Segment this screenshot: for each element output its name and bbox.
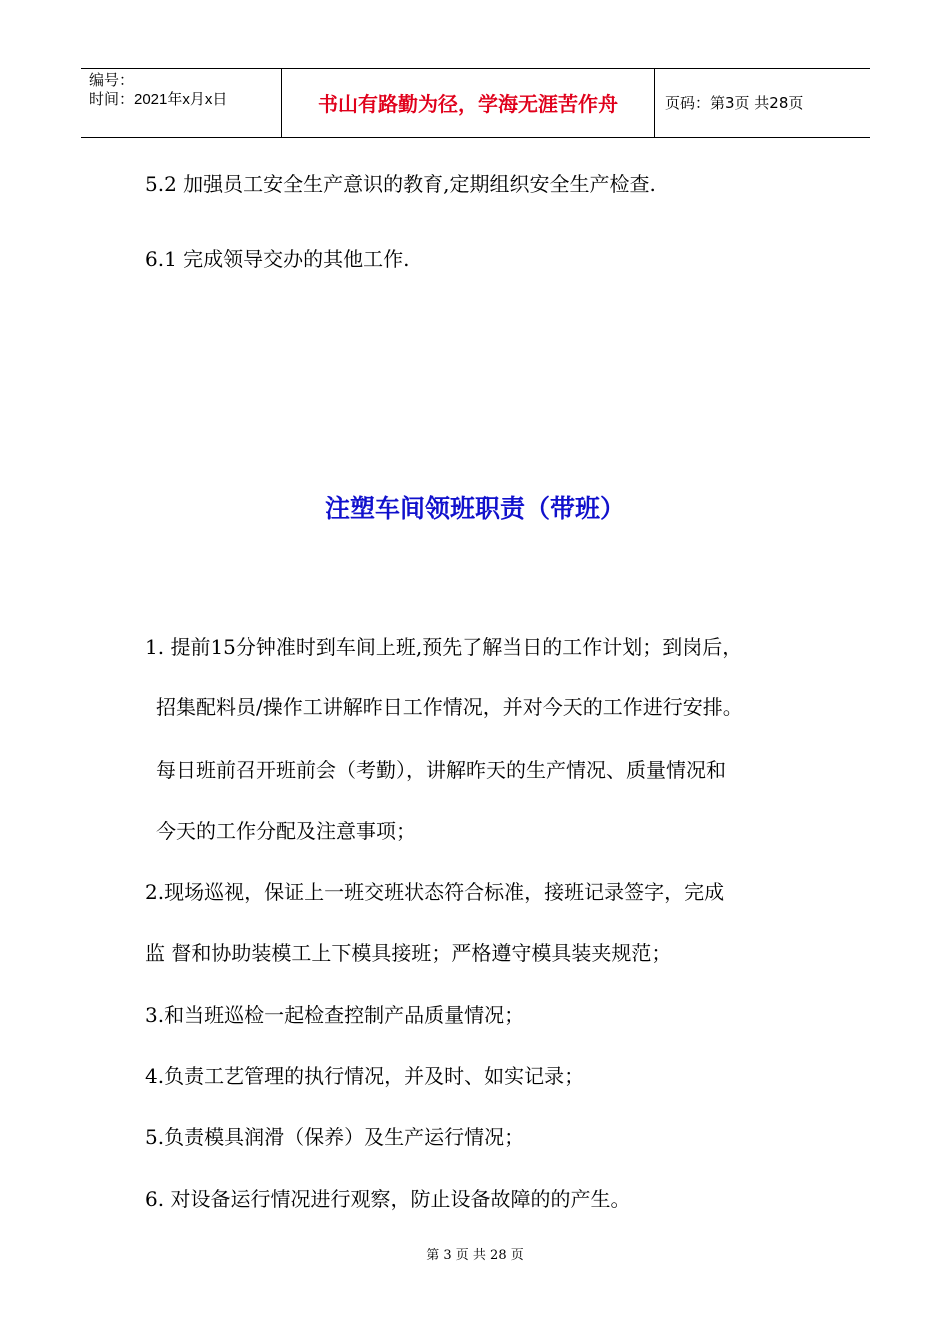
item-3: 3.和当班巡检一起检查控制产品质量情况；	[145, 1003, 525, 1027]
item-5: 5.负责模具润滑（保养）及生产运行情况；	[145, 1125, 525, 1149]
serial-number-label: 编号：	[89, 72, 135, 89]
item-6-1: 6.1 完成领导交办的其他工作.	[145, 247, 410, 271]
item-1-line: 今天的工作分配及注意事项；	[156, 819, 416, 843]
item-5-2: 5.2 加强员工安全生产意识的教育,定期组织安全生产检查.	[145, 172, 656, 196]
item-2-line: 2.现场巡视，保证上一班交班状态符合标准，接班记录签字，完成	[145, 880, 725, 904]
page-footer: 第 3 页 共 28 页	[426, 1248, 524, 1263]
item-1-line: 1. 提前15分钟准时到车间上班,预先了解当日的工作计划；到岗后，	[145, 635, 743, 659]
header-page-info: 页码：第3页 共28页	[665, 94, 804, 112]
item-1-line: 招集配料员/操作工讲解昨日工作情况，并对今天的工作进行安排。	[156, 695, 743, 719]
date-label: 时间：2021年x月x日	[89, 91, 228, 108]
document-header	[81, 68, 870, 138]
header-motto: 书山有路勤为径，学海无涯苦作舟	[318, 92, 618, 116]
section-title: 注塑车间领班职责（带班）	[324, 494, 625, 523]
item-2-line: 监 督和协助装模工上下模具接班；严格遵守模具装夹规范；	[145, 941, 672, 965]
item-6: 6. 对设备运行情况进行观察，防止设备故障的的产生。	[145, 1187, 631, 1211]
item-4: 4.负责工艺管理的执行情况，并及时、如实记录；	[145, 1064, 585, 1088]
header-divider	[654, 69, 655, 137]
header-meta	[89, 71, 227, 109]
item-1-line: 每日班前召开班前会（考勤），讲解昨天的生产情况、质量情况和	[156, 758, 726, 782]
